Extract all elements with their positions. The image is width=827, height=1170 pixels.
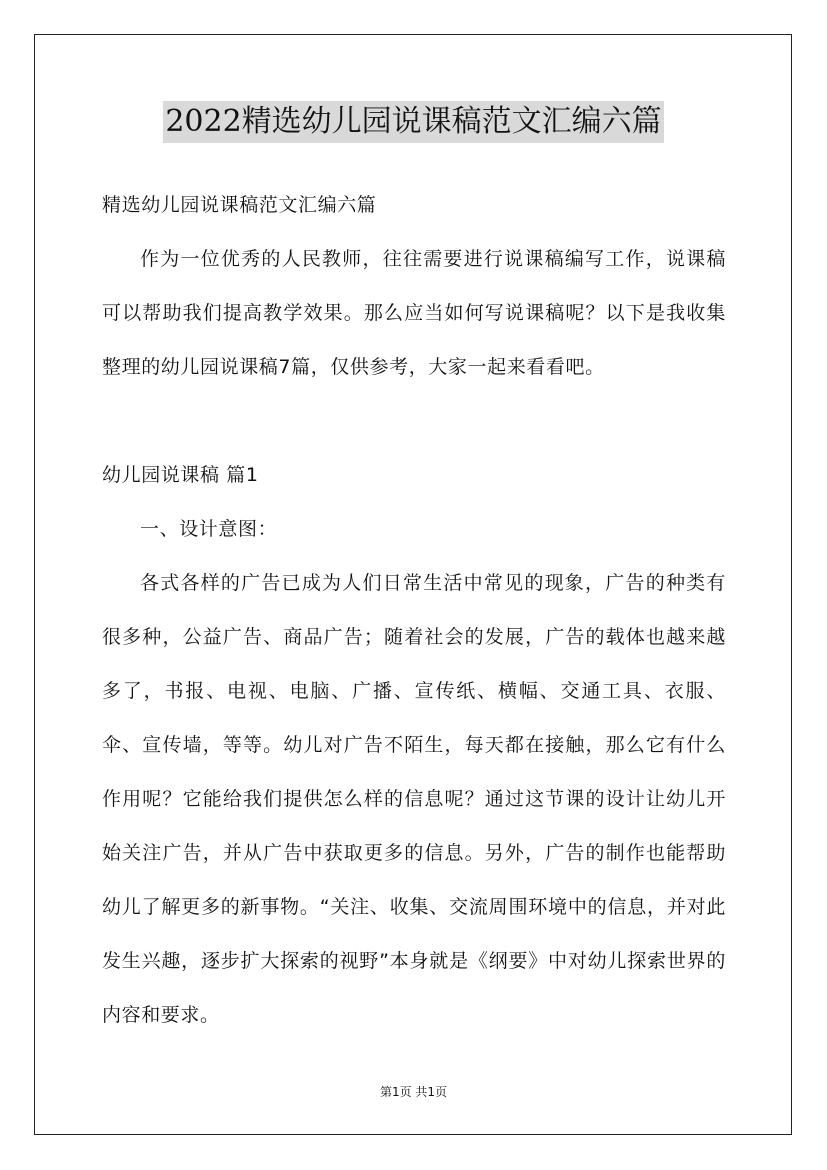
document-body [102,178,726,1042]
title-container [0,101,827,143]
body-paragraph: 各式各样的广告已成为人们日常生活中常见的现象，广告的种类有很多种，公益广告、商品广告；随着社会的发展，广告的载体也越来越多了，书报、电视、电脑、广播、宣传纸、横幅、交通工具、衣服、伞、宣传墙，等等。幼儿对广告不陌生，每天都在接触，那么它有什么作用呢？它能给我们提供怎么样的信息呢？通过这节课的设计让幼儿开始关注广告，并从广告中获取更多的信息。另外，广告的制作也能帮助幼儿了解更多的新事物。“关注、收集、交流周围环境中的信息，并对此发生兴趣，逐步扩大探索的视野”本身就是《纲要》中对幼儿探索世界的内容和要求。 [102,572,726,1026]
intro-paragraph: 作为一位优秀的人民教师，往往需要进行说课稿编写工作，说课稿可以帮助我们提高教学效果。那么应当如何写说课稿呢？以下是我收集整理的幼儿园说课稿7篇，仅供参考，大家一起来看看吧。 [102,248,726,378]
paragraph-spacer [102,394,726,448]
document-title: 2022精选幼儿园说课稿范文汇编六篇 [163,101,663,143]
subsection-heading: 一、设计意图： [140,518,278,540]
document-subtitle: 精选幼儿园说课稿范文汇编六篇 [102,194,377,216]
page-footer: 第1页 共1页 [379,1085,448,1099]
section-heading: 幼儿园说课稿 篇1 [102,464,259,486]
